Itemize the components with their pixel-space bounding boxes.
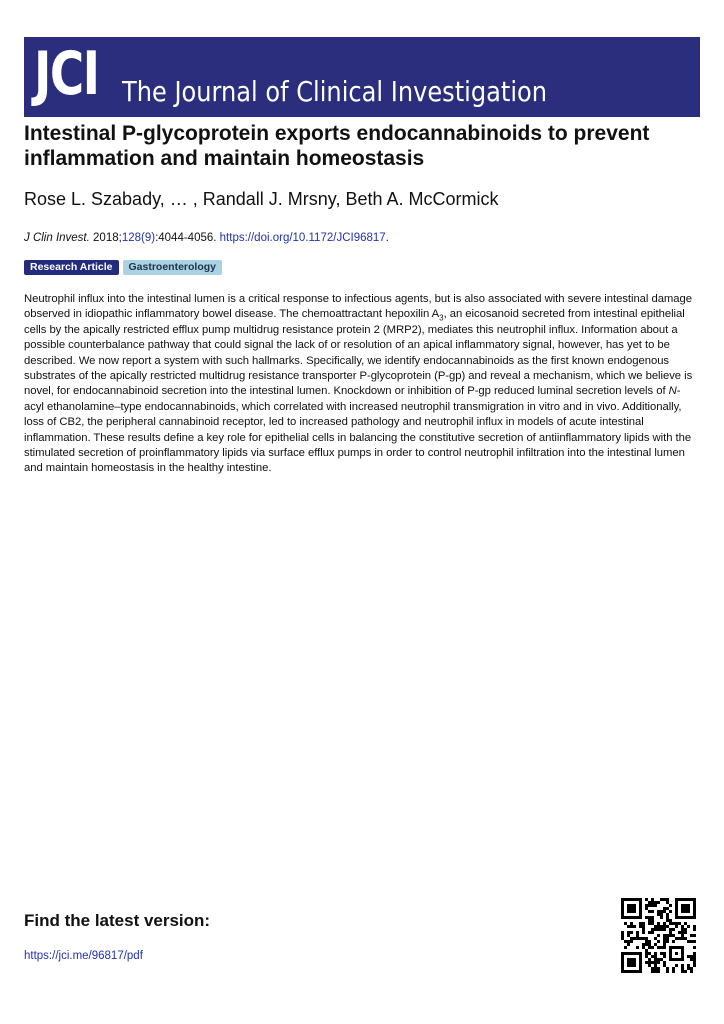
article-type-badge[interactable]: Research Article — [24, 260, 119, 275]
article-badges — [24, 260, 222, 275]
topic-badge[interactable]: Gastroenterology — [123, 260, 223, 275]
qr-code-icon[interactable] — [621, 898, 696, 973]
jci-logo: JCI — [34, 39, 99, 109]
abstract-part-1: Neutrophil influx into the intestinal lumen is a critical response to infectious agents, but is also associated with severe intestinal damage observed in idiopathic inflammatory bowel disease. The chemoattractant hepoxilin A — [24, 293, 692, 321]
article-authors: Rose L. Szabady, … , Randall J. Mrsny, Beth A. McCormick — [24, 189, 499, 209]
citation-journal: J Clin Invest. — [24, 232, 90, 244]
journal-banner — [24, 37, 700, 117]
citation-end: . — [385, 232, 389, 244]
abstract-part-2: , an eicosanoid secreted from intestinal epithelial cells by the apically restricted efflux pump multidrug resistance protein 2 (MRP2), mediates this neutrophil influx. Information about a possible counterbalance pathway that could signal the lack of or resolution of an apical inflammatory signal, however, has yet to be described. We now report a system with such hallmarks. Specifically, we identify endocannabinoids as the first known endogenous substrates of the apically restricted multidrug resistance transporter P-glycoprotein (P-gp) and reveal a mechanism, which we believe is novel, for endocannabinoid secretion into the intestinal lumen. Knockdown or inhibition of P-gp reduced luminal secretion levels of — [24, 308, 693, 398]
abstract-subscript: 3 — [439, 313, 444, 323]
abstract-italic: N — [668, 385, 677, 398]
citation — [24, 230, 389, 246]
citation-pages: :4044-4056. — [155, 232, 220, 244]
citation-year-volume: 2018; — [89, 232, 122, 244]
doi-link[interactable]: https://doi.org/10.1172/JCI96817 — [219, 232, 386, 244]
latest-version-link[interactable]: https://jci.me/96817/pdf — [24, 950, 143, 962]
article-title: Intestinal P-glycoprotein exports endocannabinoids to prevent inflammation and maintain homeostasis — [24, 122, 650, 170]
journal-name: The Journal of Clinical Investigation — [122, 75, 548, 108]
abstract-part-3: -acyl ethanolamine–type endocannabinoids, which correlated with increased neutrophil transmigration in vitro and in vivo. Additionally, loss of CB2, the peripheral cannabinoid receptor, led to increased pathology and neutrophil influx in models of acute intestinal inflammation. These results define a key role for epithelial cells in balancing the constitutive secretion of antiinflammatory lipids with the stimulated secretion of proinflammatory lipids via surface efflux pumps in order to control neutrophil infiltration into the intestinal lumen and maintain homeostasis in the healthy intestine. — [24, 385, 692, 475]
abstract — [24, 292, 700, 477]
latest-version-heading: Find the latest version: — [24, 911, 211, 930]
issue-link[interactable]: 128(9) — [121, 232, 156, 244]
